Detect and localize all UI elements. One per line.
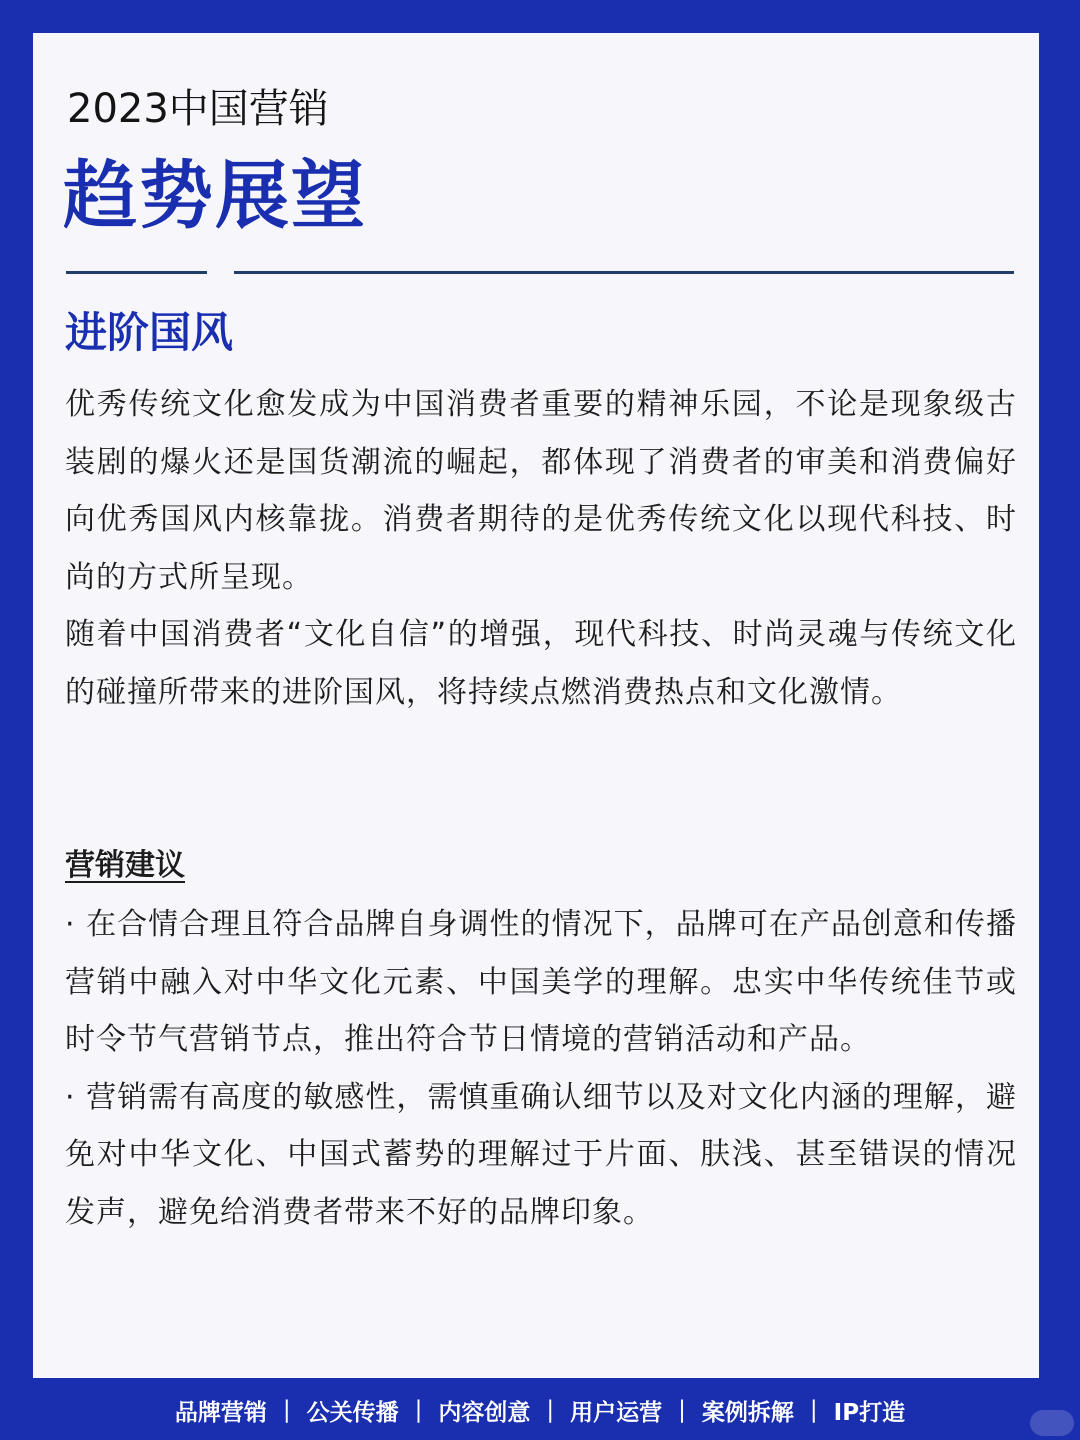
watermark-badge [1030,1410,1074,1436]
divider-short [66,271,207,274]
advice-item: · 在合情合理且符合品牌自身调性的情况下，品牌可在产品创意和传播营销中融入对中华文化元素、中国美学的理解。忠实中华传统佳节或时令节气营销节点，推出符合节日情境的营销活动和产品。 [65,907,1017,1057]
advice-item: · 营销需有高度的敏感性，需慎重确认细节以及对文化内涵的理解，避免对中华文化、中国式蓄势的理解过于片面、肤浅、甚至错误的情况发声，避免给消费者带来不好的品牌印象。 [65,1079,1017,1230]
footer-item-content-creative[interactable]: 内容创意 [438,1399,531,1426]
footer-separator: | [546,1397,555,1423]
page-title: 趋势展望 [63,153,367,239]
divider-long [234,271,1014,274]
content-card [33,33,1039,1378]
footer-item-case-study[interactable]: 案例拆解 [701,1399,794,1426]
footer-nav [0,1386,1080,1434]
header-subtitle: 2023中国营销 [67,86,329,132]
footer-separator: | [678,1397,686,1423]
section-body [65,376,1017,721]
footer-item-brand-marketing[interactable]: 品牌营销 [174,1399,267,1426]
body-paragraph: 随着中国消费者“文化自信”的增强，现代科技、时尚灵魂与传统文化的碰撞所带来的进阶国风，将持续点燃消费热点和文化激情。 [65,617,1017,710]
footer-separator: | [809,1397,818,1423]
footer-separator: | [282,1397,291,1423]
section-title: 进阶国风 [65,308,234,357]
advice-list [65,896,1017,1241]
footer-item-pr[interactable]: 公关传播 [306,1399,399,1426]
footer-item-ip[interactable]: IP打造 [833,1399,906,1426]
body-paragraph: 优秀传统文化愈发成为中国消费者重要的精神乐园，不论是现象级古装剧的爆火还是国货潮流的崛起，都体现了消费者的审美和消费偏好向优秀国风内核靠拢。消费者期待的是优秀传统文化以现代科技、时尚的方式所呈现。 [65,387,1017,595]
advice-heading: 营销建议 [65,848,185,883]
footer-separator: | [414,1397,423,1423]
footer-item-user-operations[interactable]: 用户运营 [570,1399,663,1426]
